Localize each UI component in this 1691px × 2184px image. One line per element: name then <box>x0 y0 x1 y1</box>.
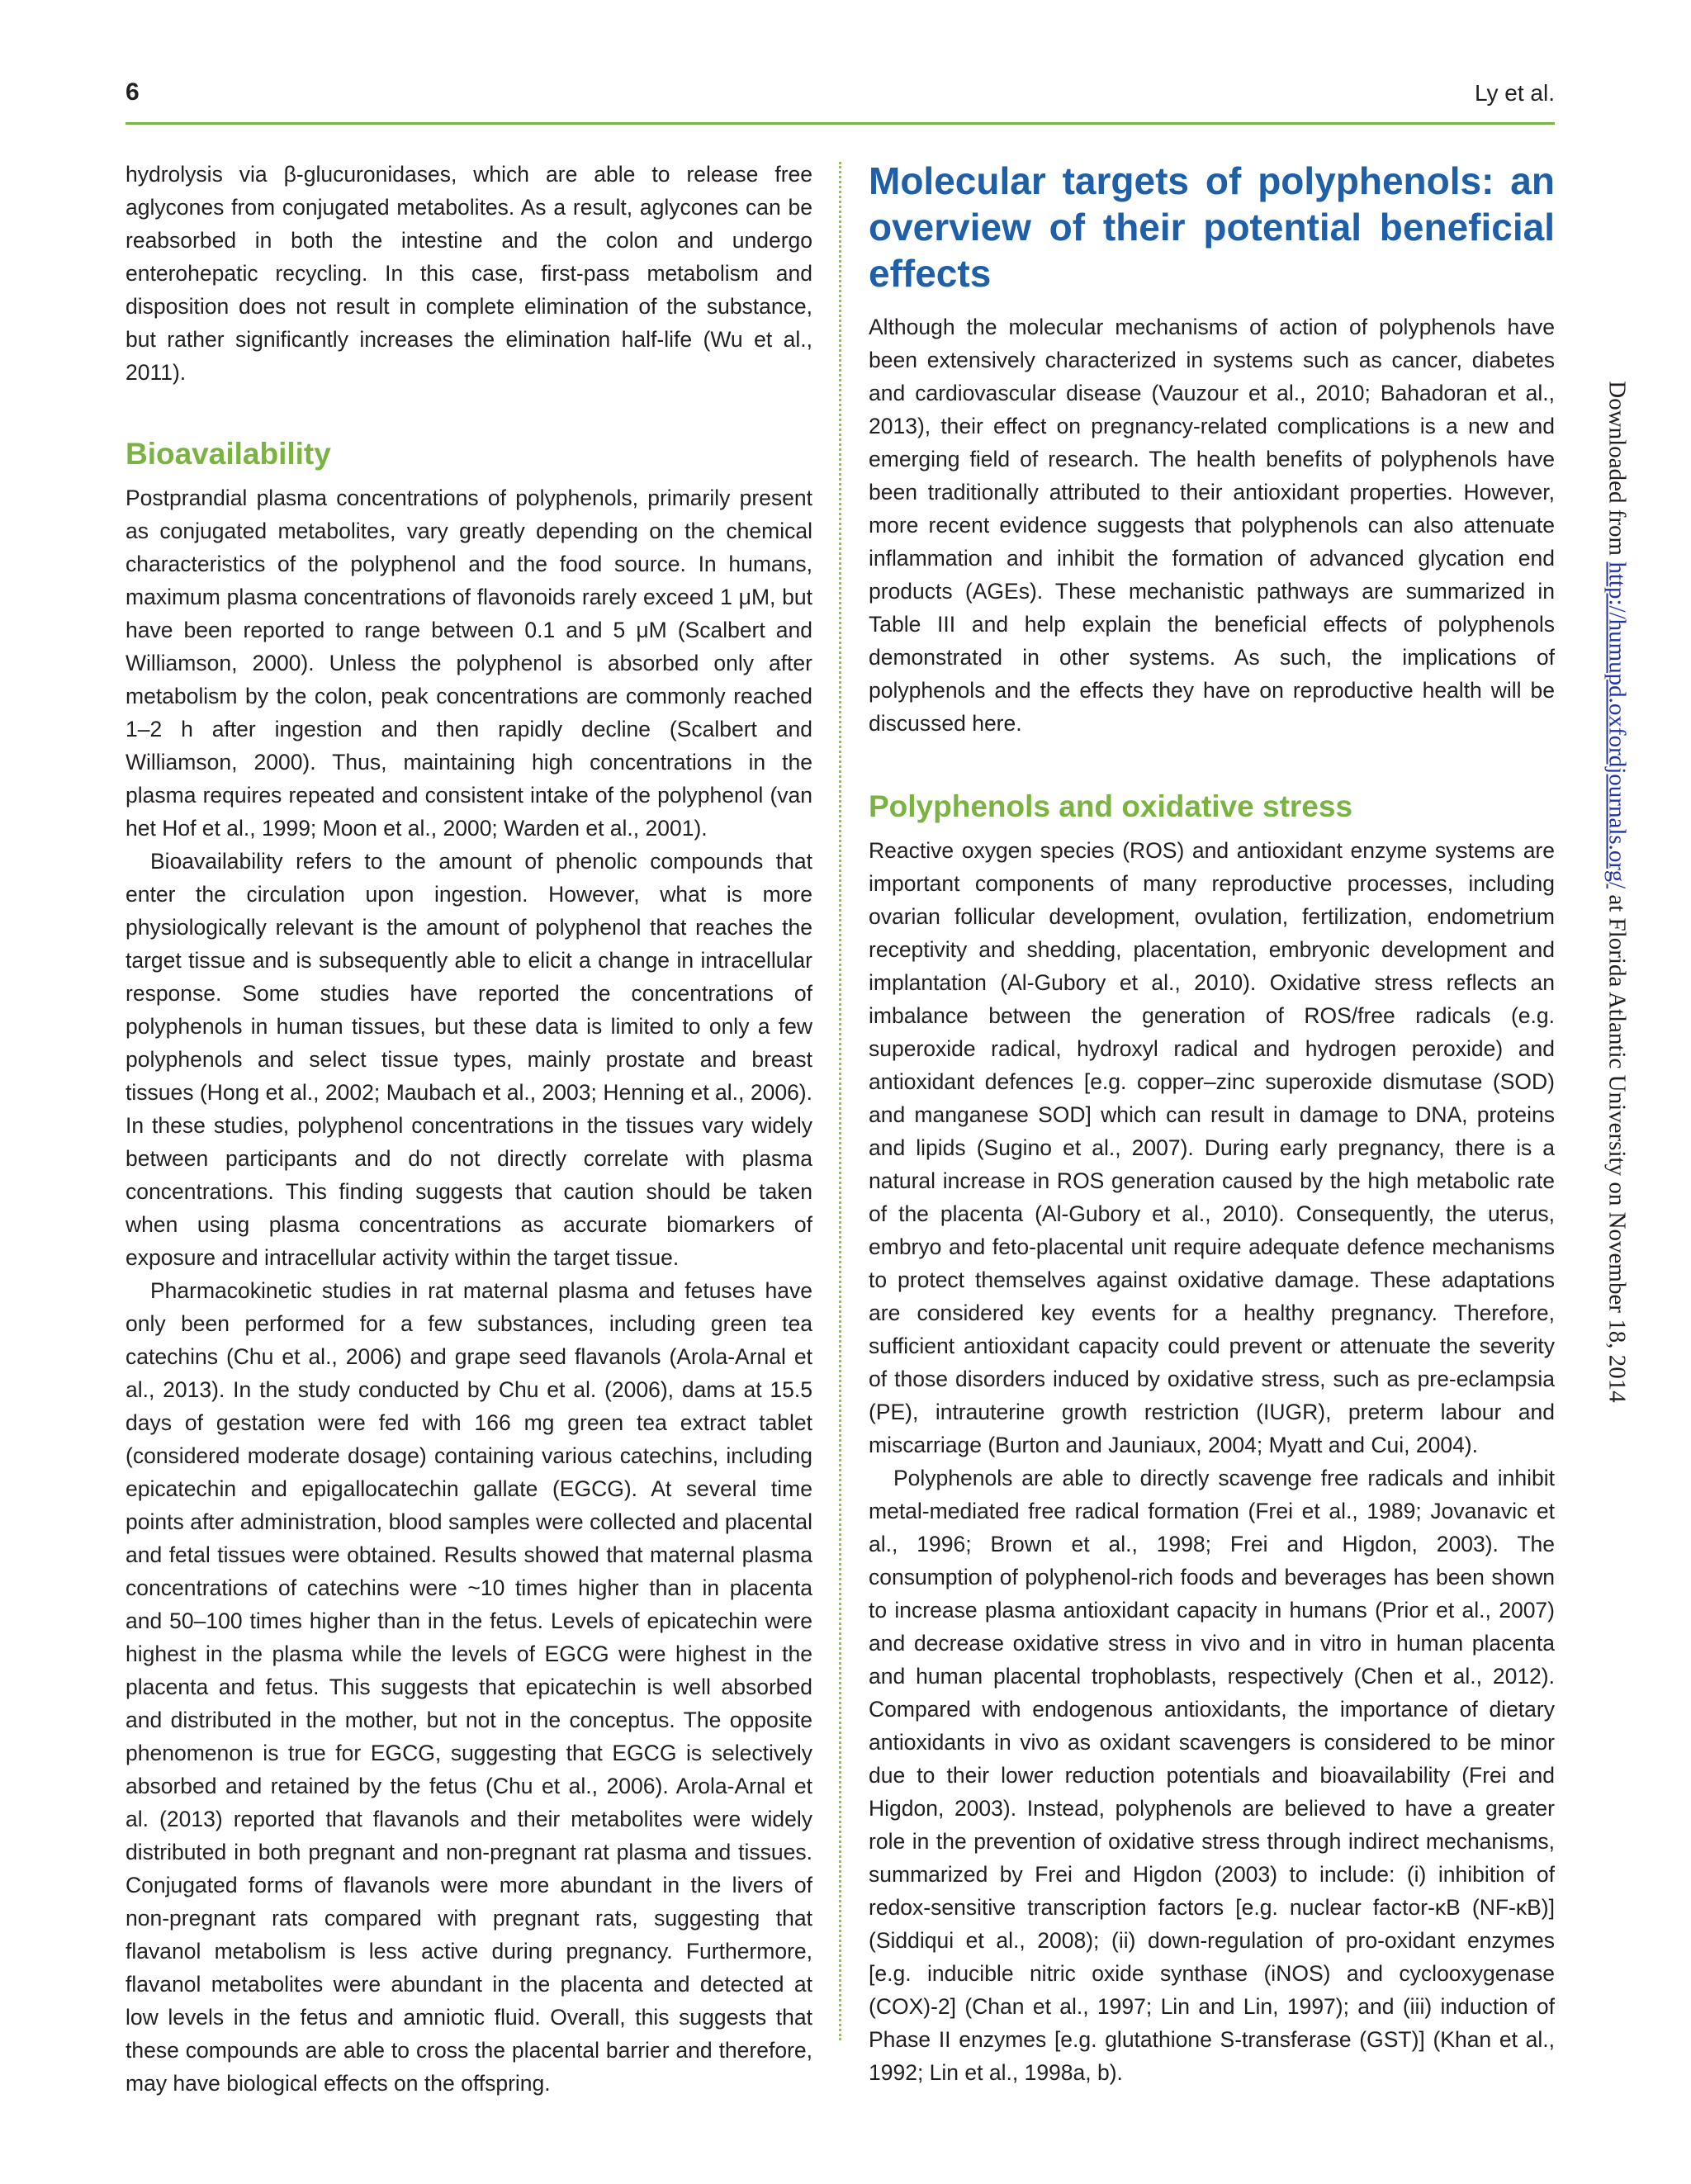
running-head: Ly et al. <box>1474 80 1555 106</box>
left-column <box>126 158 812 2100</box>
left-paragraph-1: Postprandial plasma concentrations of polyphenols, primarily present as conjugated metabolites, vary greatly depending on the chemical characteristics of the polyphenol and the food source. In humans, maximum plasma concentrations of flavonoids rarely exceed 1 μM, but have been reported to range between 0.1 and 5 μM (Scalbert and Williamson, 2000). Unless the polyphenol is absorbed only after metabolism by the colon, peak concentrations are commonly reached 1–2 h after ingestion and then rapidly decline (Scalbert and Williamson, 2000). Thus, maintaining high concentrations in the plasma requires repeated and consistent intake of the polyphenol (van het Hof et al., 1999; Moon et al., 2000; Warden et al., 2001). <box>126 486 812 841</box>
download-notice-url[interactable]: http://humupd.oxfordjournals.org/ <box>1603 561 1631 889</box>
download-notice-suffix: at Florida Atlantic University on November 18, 2014 <box>1603 888 1631 1403</box>
section-title-molecular-targets: Molecular targets of polyphenols: an overview of their potential beneficial effects <box>869 159 1555 295</box>
left-paragraph-0: hydrolysis via β-glucuronidases, which are able to release free aglycones from conjugated metabolites. As a result, aglycones can be reabsorbed in both the intestine and the colon and undergo enterohepatic recycling. In this case, first-pass metabolism and disposition does not result in complete elimination of the substance, but rather significantly increases the elimination half-life (Wu et al., 2011). <box>126 162 812 385</box>
page-number: 6 <box>126 78 140 106</box>
column-divider <box>839 162 841 2040</box>
right-paragraph-2: Polyphenols are able to directly scavenge free radicals and inhibit metal-mediated free radical formation (Frei et al., 1989; Jovanavic et al., 1996; Brown et al., 1998; Frei and Higdon, 2003). The consumption of polyphenol-rich foods and beverages has been shown to increase plasma antioxidant capacity in humans (Prior et al., 2007) and decrease oxidative stress in vivo and in vitro in human placenta and human placental trophoblasts, respectively (Chen et al., 2012). Compared with endogenous antioxidants, the importance of dietary antioxidants in vivo as oxidant scavengers is considered to be minor due to their lower reduction potentials and bioavailability (Frei and Higdon, 2003). Instead, polyphenols are believed to have a greater role in the prevention of oxidative stress through indirect mechanisms, summarized by Frei and Higdon (2003) to include: (i) inhibition of redox-sensitive transcription factors [e.g. nuclear factor-κB (NF-κB)] (Siddiqui et al., 2008); (ii) down-regulation of pro-oxidant enzymes [e.g. inducible nitric oxide synthase (iNOS) and cyclooxygenase (COX)-2] (Chan et al., 1997; Lin and Lin, 1997); and (iii) induction of Phase II enzymes [e.g. glutathione S-transferase (GST)] (Khan et al., 1992; Lin et al., 1998a, b). <box>869 1466 1555 2085</box>
section-heading-oxidative-stress: Polyphenols and oxidative stress <box>869 789 1353 823</box>
right-paragraph-0: Although the molecular mechanisms of action of polyphenols have been extensively characterized in systems such as cancer, diabetes and cardiovascular disease (Vauzour et al., 2010; Bahadoran et al., 2013), their effect on pregnancy-related complications is a new and emerging field of research. The health benefits of polyphenols have been traditionally attributed to their antioxidant properties. However, more recent evidence suggests that polyphenols can also attenuate inflammation and inhibit the formation of advanced glycation end products (AGEs). These mechanistic pathways are summarized in Table III and help explain the beneficial effects of polyphenols demonstrated in other systems. As such, the implications of polyphenols and the effects they have on reproductive health will be discussed here. <box>869 315 1555 736</box>
left-paragraph-3: Pharmacokinetic studies in rat maternal plasma and fetuses have only been performed for a few substances, including green tea catechins (Chu et al., 2006) and grape seed flavanols (Arola-Arnal et al., 2013). In the study conducted by Chu et al. (2006), dams at 15.5 days of gestation were fed with 166 mg green tea extract tablet (considered moderate dosage) containing various catechins, including epicatechin and epigallocatechin gallate (EGCG). At several time points after administration, blood samples were collected and placental and fetal tissues were obtained. Results showed that maternal plasma concentrations of catechins were ~10 times higher than in placenta and 50–100 times higher than in the fetus. Levels of epicatechin were highest in the plasma while the levels of EGCG were highest in the placenta and fetus. This suggests that epicatechin is well absorbed and distributed in the mother, but not in the conceptus. The opposite phenomenon is true for EGCG, suggesting that EGCG is selectively absorbed and retained by the fetus (Chu et al., 2006). Arola-Arnal et al. (2013) reported that flavanols and their metabolites were widely distributed in both pregnant and non-pregnant rat plasma and tissues. Conjugated forms of flavanols were more abundant in the livers of non-pregnant rats compared with pregnant rats, suggesting that flavanol metabolism is less active during pregnancy. Furthermore, flavanol metabolites were abundant in the placenta and detected at low levels in the fetus and amniotic fluid. Overall, this suggests that these compounds are able to cross the placental barrier and therefore, may have biological effects on the offspring. <box>126 1278 812 2096</box>
download-notice-prefix: Downloaded from <box>1603 381 1631 562</box>
right-column <box>869 158 1555 2089</box>
section-heading-bioavailability: Bioavailability <box>126 437 331 471</box>
right-paragraph-1: Reactive oxygen species (ROS) and antioxidant enzyme systems are important components of many reproductive processes, including ovarian follicular development, ovulation, fertilization, endometrium receptivity and shedding, placentation, embryonic development and implantation (Al-Gubory et al., 2010). Oxidative stress reflects an imbalance between the generation of ROS/free radicals (e.g. superoxide radical, hydroxyl radical and hydrogen peroxide) and antioxidant defences [e.g. copper–zinc superoxide dismutase (SOD) and manganese SOD] which can result in damage to DNA, proteins and lipids (Sugino et al., 2007). During early pregnancy, there is a natural increase in ROS generation caused by the high metabolic rate of the placenta (Al-Gubory et al., 2010). Consequently, the uterus, embryo and feto-placental unit require adequate defence mechanisms to protect themselves against oxidative damage. These adaptations are considered key events for a healthy pregnancy. Therefore, sufficient antioxidant capacity could prevent or attenuate the severity of those disorders induced by oxidative stress, such as pre-eclampsia (PE), intrauterine growth restriction (IUGR), preterm labour and miscarriage (Burton and Jauniaux, 2004; Myatt and Cui, 2004). <box>869 838 1555 1457</box>
left-paragraph-2: Bioavailability refers to the amount of phenolic compounds that enter the circulation upon ingestion. However, what is more physiologically relevant is the amount of polyphenol that reaches the target tissue and is subsequently able to elicit a change in intracellular response. Some studies have reported the concentrations of polyphenols in human tissues, but these data is limited to only a few polyphenols and select tissue types, mainly prostate and breast tissues (Hong et al., 2002; Maubach et al., 2003; Henning et al., 2006). In these studies, polyphenol concentrations in the tissues vary widely between participants and do not directly correlate with plasma concentrations. This finding suggests that caution should be taken when using plasma concentrations as accurate biomarkers of exposure and intracellular activity within the target tissue. <box>126 849 812 1270</box>
header-rule <box>126 122 1555 125</box>
